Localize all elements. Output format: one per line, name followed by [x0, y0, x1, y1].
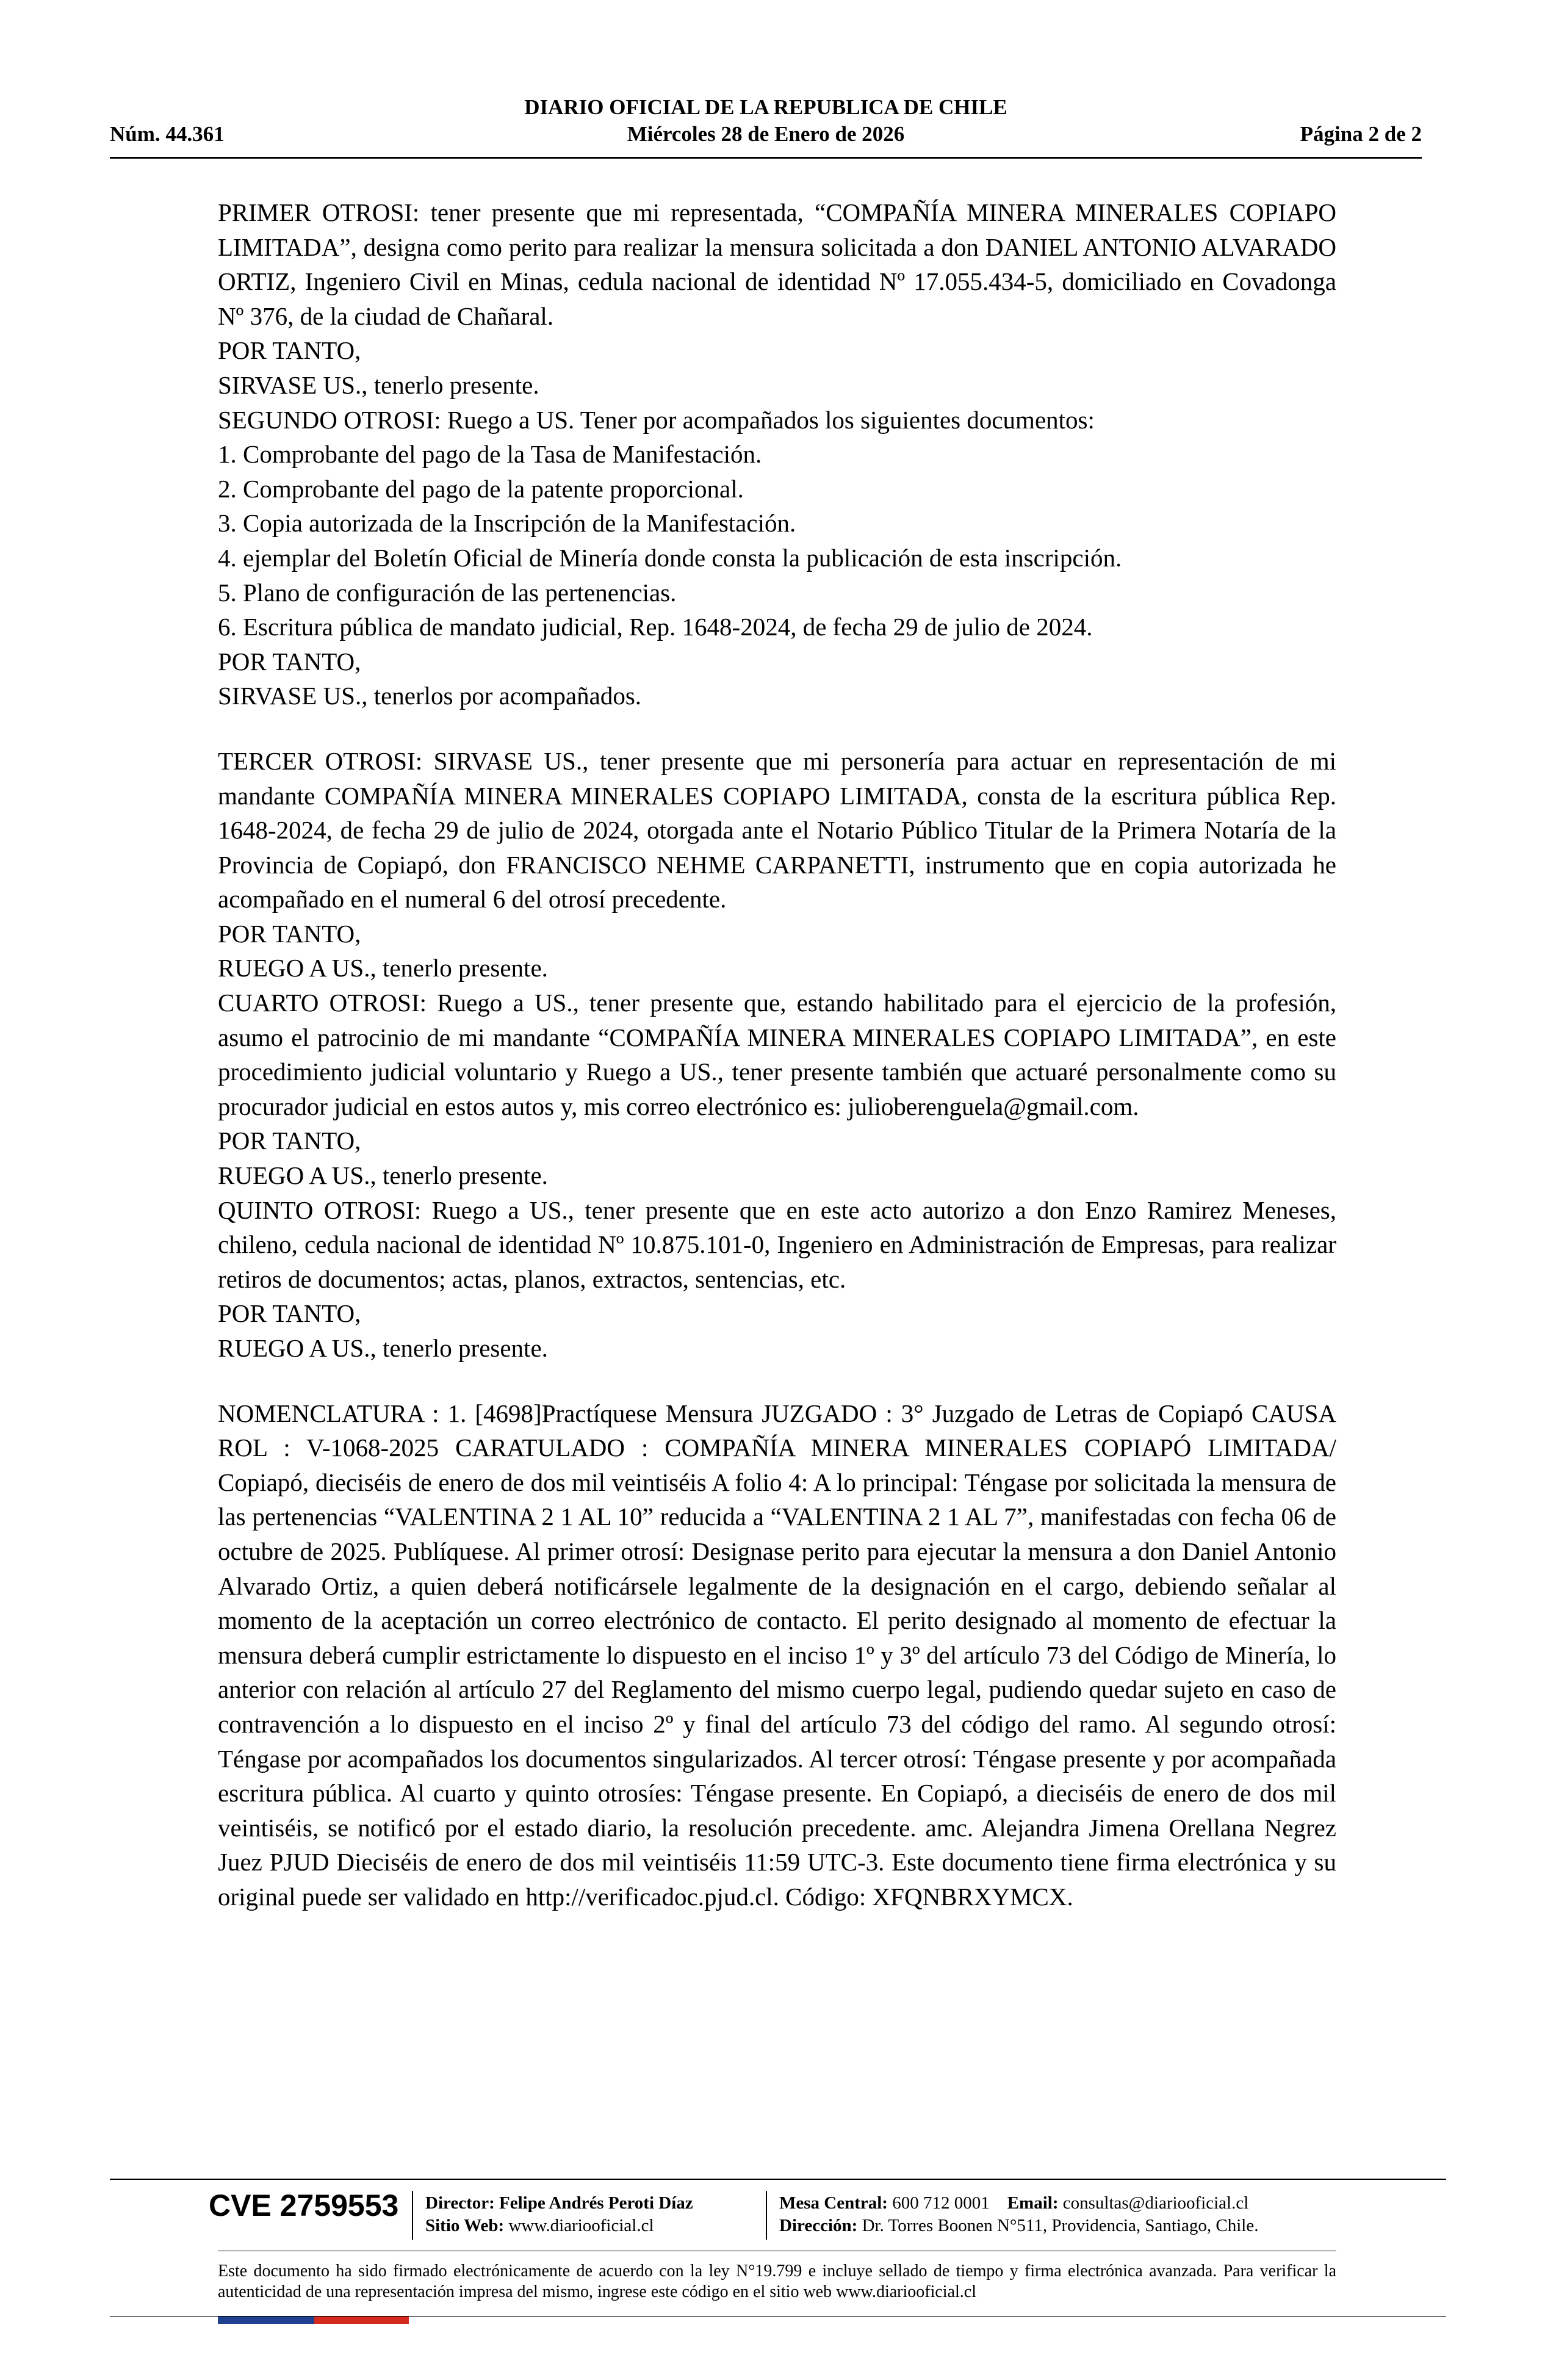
footer-separator [412, 2191, 413, 2240]
quinto-otrosi: QUINTO OTROSI: Ruego a US., tener presente que en este acto autorizo a don Enzo Ramirez Meneses, chileno, cedula nacional de identidad Nº 10.875.101-0, Ingeniero en Administración de Empresas, para realizar retiros de documentos; actas, planos, extractos, sentencias, etc. [218, 1195, 1336, 1293]
cve-code: CVE 2759553 [209, 2188, 399, 2223]
mesa-central: 600 712 0001 [892, 2193, 990, 2213]
primer-otrosi: PRIMER OTROSI: tener presente que mi representada, “COMPAÑÍA MINERA MINERALES COPIAPO LIMITADA”, designa como perito para realizar la mensura solicitada a don DANIEL ANTONIO ALVARADO ORTIZ, Ingeniero Civil en Minas, cedula nacional de identidad Nº 17.055.434-5, domiciliado en Covadonga Nº 376, de la ciudad de Chañaral. [218, 198, 1336, 330]
newspaper-title: DIARIO OFICIAL DE LA REPUBLICA DE CHILE [524, 95, 1007, 119]
por-tanto-3: POR TANTO, [218, 919, 361, 948]
document-item-1: 1. Comprobante del pago de la Tasa de Manifestación. [218, 440, 762, 469]
email-address: consultas@diariooficial.cl [1062, 2193, 1249, 2213]
sirvase-1: SIRVASE US., tenerlo presente. [218, 370, 539, 399]
director-name: Felipe Andrés Peroti Díaz [499, 2193, 693, 2213]
por-tanto-5: POR TANTO, [218, 1299, 361, 1328]
sirvase-2: SIRVASE US., tenerlos por acompañados. [218, 682, 642, 710]
por-tanto-4: POR TANTO, [218, 1127, 361, 1155]
page-number: Página 2 de 2 [1300, 122, 1422, 146]
email-label: Email: [1007, 2193, 1059, 2213]
paragraph-gap [218, 713, 1336, 744]
sitio-web: www.diariooficial.cl [508, 2216, 654, 2235]
por-tanto-1: POR TANTO, [218, 336, 361, 365]
issue-date: Miércoles 28 de Enero de 2026 [627, 122, 905, 146]
flag-stripe-blue [218, 2317, 314, 2324]
flag-stripe-red [314, 2317, 409, 2324]
footer-director-block [425, 2192, 693, 2237]
footer-top-rule [110, 2179, 1446, 2180]
ruego-5: RUEGO A US., tenerlo presente. [218, 1334, 548, 1362]
mesa-label: Mesa Central: [779, 2193, 888, 2213]
nomenclatura: NOMENCLATURA : 1. [4698]Practíquese Mensura JUZGADO : 3° Juzgado de Letras de Copiapó CAUSA ROL : V-1068-2025 CARATULADO : COMPAÑÍA MINERA MINERALES COPIAPÓ LIMITADA/ Copiapó, dieciséis de enero de dos mil veintiséis A folio 4: A lo principal: Téngase por solicitada la mensura de las pertenencias “VALENTINA 2 1 AL 10” reducida a “VALENTINA 2 1 AL 7”, manifestadas con fecha 06 de octubre de 2025. Publíquese. Al primer otrosí: Designase perito para ejecutar la mensura a don Daniel Antonio Alvarado Ortiz, a quien deberá notificársele legalmente de la designación en el cargo, debiendo señalar al momento de la aceptación un correo electrónico de contacto. El perito designado al momento de efectuar la mensura deberá cumplir estrictamente lo dispuesto en el inciso 1º y 3º del artículo 73 del Código de Minería, lo anterior con relación al artículo 27 del Reglamento del mismo cuerpo legal, pudiendo quedar sujeto en caso de contravención a lo dispuesto en el inciso 2º y final del artículo 73 del código del ramo. Al segundo otrosí: Téngase por acompañados los documentos singularizados. Al tercer otrosí: Téngase presente y por acompañada escritura pública. Al cuarto y quinto otrosíes: Téngase presente. En Copiapó, a dieciséis de enero de dos mil veintiséis, se notificó por el estado diario, la resolución precedente. amc. Alejandra Jimena Orellana Negrez Juez PJUD Dieciséis de enero de dos mil veintiséis 11:59 UTC-3. Este documento tiene firma electrónica y su original puede ser validado en http://verificadoc.pjud.cl. Código: XFQNBRXYMCX. [218, 1399, 1336, 1911]
ruego-4: RUEGO A US., tenerlo presente. [218, 1161, 548, 1190]
direccion-label: Dirección: [779, 2216, 858, 2235]
ruego-3: RUEGO A US., tenerlo presente. [218, 954, 548, 983]
document-item-6: 6. Escritura pública de mandato judicial, Rep. 1648-2024, de fecha 29 de julio de 2024. [218, 613, 1093, 641]
document-item-5: 5. Plano de configuración de las pertenencias. [218, 578, 677, 607]
segundo-otrosi: SEGUNDO OTROSI: Ruego a US. Tener por acompañados los siguientes documentos: [218, 405, 1095, 434]
sitio-label: Sitio Web: [425, 2216, 505, 2235]
issue-number: Núm. 44.361 [110, 122, 225, 146]
paragraph-gap [218, 1366, 1336, 1396]
document-item-2: 2. Comprobante del pago de la patente proporcional. [218, 474, 744, 503]
director-label: Director: [425, 2193, 495, 2213]
document-item-3: 3. Copia autorizada de la Inscripción de la Manifestación. [218, 509, 796, 538]
document-item-4: 4. ejemplar del Boletín Oficial de Minería donde consta la publicación de esta inscripción. [218, 543, 1122, 572]
document-body [218, 195, 1336, 1914]
tercer-otrosi: TERCER OTROSI: SIRVASE US., tener presente que mi personería para actuar en representación de mi mandante COMPAÑÍA MINERA MINERALES COPIAPO LIMITADA, consta de la escritura pública Rep. 1648-2024, de fecha 29 de julio de 2024, otorgada ante el Notario Público Titular de la Primera Notaría de la Provincia de Copiapó, don FRANCISCO NEHME CARPANETTI, instrumento que en copia autorizada he acompañado en el numeral 6 del otrosí precedente. [218, 746, 1336, 914]
footer-separator [766, 2191, 767, 2240]
cuarto-otrosi: CUARTO OTROSI: Ruego a US., tener presente que, estando habilitado para el ejercicio de la profesión, asumo el patrocinio de mi mandante “COMPAÑÍA MINERA MINERALES COPIAPO LIMITADA”, en este procedimiento judicial voluntario y Ruego a US., tener presente también que actuaré personalmente como su procurador judicial en estos autos y, mis correo electrónico es: julioberenguela@gmail.com. [218, 989, 1336, 1120]
footer-disclaimer: Este documento ha sido firmado electrónicamente de acuerdo con la ley N°19.799 e incluye sellado de tiempo y firma electrónica avanzada. Para verificar la autenticidad de una representación impresa del mismo, ingrese este código en el sitio web www.diariooficial.cl [218, 2262, 1336, 2301]
direccion: Dr. Torres Boonen N°511, Providencia, Santiago, Chile. [862, 2216, 1259, 2235]
footer-contact-block [779, 2192, 1258, 2237]
page-header [110, 93, 1422, 159]
por-tanto-2: POR TANTO, [218, 647, 361, 676]
